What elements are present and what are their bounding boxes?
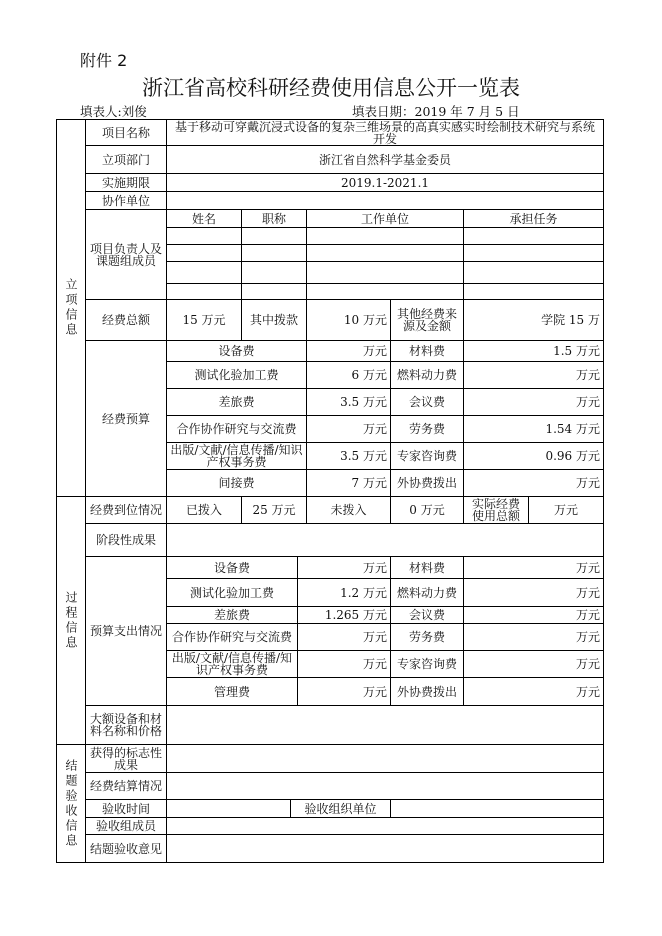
budget-item-label: 出版/文献/信息传播/知识产权事务费 — [166, 442, 307, 470]
member-cell — [166, 244, 242, 262]
budget-item-value: 1.5 万元 — [463, 340, 604, 362]
spend-item-label: 管理费 — [166, 677, 298, 706]
member-cell — [166, 227, 242, 245]
budget-item-label: 测试化验加工费 — [166, 361, 307, 389]
value-acceptance-org — [390, 799, 604, 818]
spend-item-label: 专家咨询费 — [390, 650, 464, 678]
budget-item-value: 万元 — [463, 469, 604, 497]
value-received: 25 万元 — [241, 496, 307, 524]
label-arrival: 经费到位情况 — [85, 496, 167, 524]
budget-item-value: 0.96 万元 — [463, 442, 604, 470]
value-acceptance-members — [166, 817, 604, 835]
spend-item-label: 设备费 — [166, 556, 298, 579]
spend-item-value: 万元 — [297, 556, 391, 579]
value-stage — [166, 523, 604, 557]
value-project-name: 基于移动可穿戴沉浸式设备的复杂三维场景的高真实感实时绘制技术研究与系统开发 — [166, 119, 604, 146]
label-members: 项目负责人及课题组成员 — [85, 209, 167, 300]
spend-item-value: 万元 — [463, 556, 604, 579]
budget-item-value: 万元 — [463, 361, 604, 389]
spend-item-value: 1.265 万元 — [297, 606, 391, 624]
label-total: 经费总额 — [85, 299, 167, 341]
spend-item-value: 万元 — [297, 623, 391, 651]
label-stage: 阶段性成果 — [85, 523, 167, 557]
value-cooperator — [166, 191, 604, 210]
member-cell — [463, 227, 604, 245]
member-cell — [463, 261, 604, 284]
value-settlement — [166, 772, 604, 800]
spend-item-value: 1.2 万元 — [297, 578, 391, 607]
spend-item-value: 万元 — [463, 606, 604, 624]
spend-item-value: 万元 — [463, 650, 604, 678]
budget-item-value: 7 万元 — [306, 469, 391, 497]
label-allocated: 其中拨款 — [241, 299, 307, 341]
spend-item-value: 万元 — [463, 677, 604, 706]
member-cell — [166, 283, 242, 300]
budget-item-label: 间接费 — [166, 469, 307, 497]
value-department: 浙江省自然科学基金委员 — [166, 145, 604, 174]
label-spend: 预算支出情况 — [85, 556, 167, 706]
member-cell — [166, 261, 242, 284]
budget-item-label: 劳务费 — [390, 415, 464, 443]
member-cell — [306, 244, 464, 262]
budget-item-label: 合作协作研究与交流费 — [166, 415, 307, 443]
label-cooperator: 协作单位 — [85, 191, 167, 210]
label-pending: 未拨入 — [306, 496, 391, 524]
value-period: 2019.1-2021.1 — [166, 173, 604, 192]
label-equipment: 大额设备和材料名称和价格 — [85, 705, 167, 745]
budget-item-label: 燃料动力费 — [390, 361, 464, 389]
member-cell — [463, 283, 604, 300]
budget-item-value: 万元 — [306, 340, 391, 362]
label-settlement: 经费结算情况 — [85, 772, 167, 800]
budget-item-value: 6 万元 — [306, 361, 391, 389]
value-actual: 万元 — [528, 496, 604, 524]
label-department: 立项部门 — [85, 145, 167, 174]
member-header: 职称 — [241, 209, 307, 228]
section-process: 过程信息 — [56, 496, 86, 745]
spend-item-label: 会议费 — [390, 606, 464, 624]
spend-item-label: 材料费 — [390, 556, 464, 579]
spend-item-value: 万元 — [463, 623, 604, 651]
budget-item-label: 专家咨询费 — [390, 442, 464, 470]
member-header: 姓名 — [166, 209, 242, 228]
budget-item-label: 材料费 — [390, 340, 464, 362]
member-cell — [241, 283, 307, 300]
label-received: 已拨入 — [166, 496, 242, 524]
label-period: 实施期限 — [85, 173, 167, 192]
budget-item-value: 3.5 万元 — [306, 442, 391, 470]
member-cell — [241, 261, 307, 284]
budget-item-value: 万元 — [306, 415, 391, 443]
page-title: 浙江省高校科研经费使用信息公开一览表 — [142, 76, 520, 100]
spend-item-value: 万元 — [297, 650, 391, 678]
budget-item-label: 设备费 — [166, 340, 307, 362]
label-project-name: 项目名称 — [85, 119, 167, 146]
budget-item-value: 万元 — [463, 388, 604, 416]
label-other: 其他经费来源及金额 — [390, 299, 464, 341]
member-cell — [306, 227, 464, 245]
member-cell — [306, 261, 464, 284]
member-header: 承担任务 — [463, 209, 604, 228]
value-allocated: 10 万元 — [306, 299, 391, 341]
label-acceptance-org: 验收组织单位 — [290, 799, 391, 818]
spend-item-label: 合作协作研究与交流费 — [166, 623, 298, 651]
label-acceptance-time: 验收时间 — [85, 799, 167, 818]
spend-item-label: 外协费拨出 — [390, 677, 464, 706]
label-acceptance-opinion: 结题验收意见 — [85, 834, 167, 863]
spend-item-label: 测试化验加工费 — [166, 578, 298, 607]
section-closing: 结题验收信息 — [56, 744, 86, 863]
budget-item-value: 1.54 万元 — [463, 415, 604, 443]
member-cell — [241, 227, 307, 245]
budget-item-label: 差旅费 — [166, 388, 307, 416]
value-equipment — [166, 705, 604, 745]
member-cell — [306, 283, 464, 300]
member-cell — [463, 244, 604, 262]
label-acceptance-members: 验收组成员 — [85, 817, 167, 835]
spend-item-value: 万元 — [297, 677, 391, 706]
value-other: 学院 15 万 — [463, 299, 604, 341]
member-cell — [241, 244, 307, 262]
label-actual: 实际经费使用总额 — [463, 496, 529, 524]
section-approval: 立项信息 — [56, 119, 86, 497]
value-acceptance-opinion — [166, 834, 604, 863]
budget-item-label: 外协费拨出 — [390, 469, 464, 497]
spend-item-label: 燃料动力费 — [390, 578, 464, 607]
value-results — [166, 744, 604, 773]
spend-item-label: 出版/文献/信息传播/知识产权事务费 — [166, 650, 298, 678]
label-budget: 经费预算 — [85, 340, 167, 497]
value-pending: 0 万元 — [390, 496, 464, 524]
value-acceptance-time — [166, 799, 291, 818]
member-header: 工作单位 — [306, 209, 464, 228]
spend-item-value: 万元 — [463, 578, 604, 607]
value-total: 15 万元 — [166, 299, 242, 341]
fill-date: 填表日期：2019 年 7 月 5 日 — [352, 104, 520, 119]
filler-name: 填表人:刘俊 — [80, 104, 147, 119]
budget-item-value: 3.5 万元 — [306, 388, 391, 416]
spend-item-label: 劳务费 — [390, 623, 464, 651]
attachment-label: 附件 2 — [80, 51, 128, 70]
budget-item-label: 会议费 — [390, 388, 464, 416]
spend-item-label: 差旅费 — [166, 606, 298, 624]
label-results: 获得的标志性成果 — [85, 744, 167, 773]
